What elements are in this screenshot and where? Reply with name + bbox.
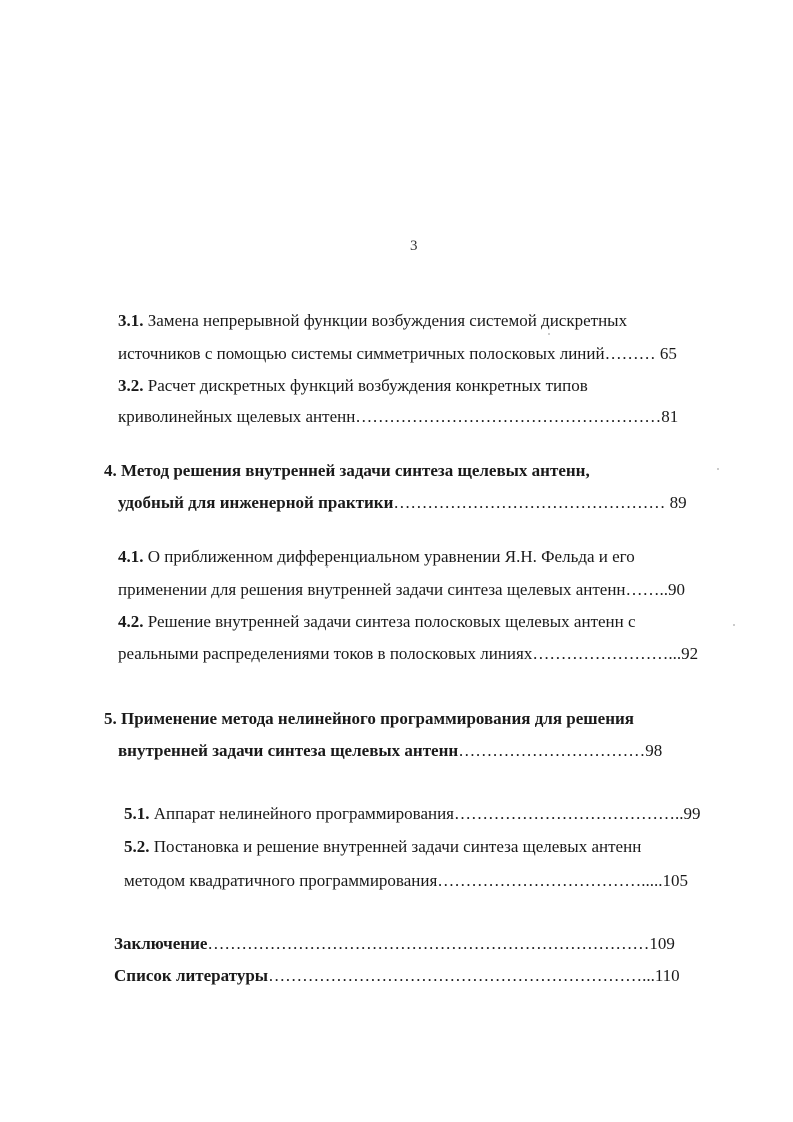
toc-entry-title: Аппарат нелинейного программирования…………………………………..99 <box>149 804 701 823</box>
toc-entry-4-2-line1 <box>118 611 636 633</box>
toc-entry-number: 5.1. <box>124 804 150 823</box>
toc-entry-title: О приближенном дифференциальном уравнении Я.Н. Фельда и его <box>143 547 635 566</box>
toc-entry-number: 3.1. <box>118 311 144 330</box>
scan-speck <box>548 333 550 335</box>
toc-entry-3-1-line1 <box>118 310 627 332</box>
toc-entry-4-2-line2: реальными распределениями токов в полосковых линиях……………………...92 <box>118 644 699 663</box>
toc-entry-number: 4.1. <box>118 547 144 566</box>
toc-chapter-4-line1: 4. Метод решения внутренней задачи синтеза щелевых антенн, <box>104 461 590 480</box>
toc-references-page: …………………………………………………………...110 <box>268 966 680 985</box>
toc-chapter-page: ……………………………98 <box>458 741 663 760</box>
toc-entry-4-1-line2: применении для решения внутренней задачи синтеза щелевых антенн……..90 <box>118 580 686 599</box>
toc-entry-3-2-line2: криволинейных щелевых антенн………………………………………………81 <box>118 407 679 426</box>
toc-chapter-page: ………………………………………… 89 <box>393 493 687 512</box>
toc-entry-title: Постановка и решение внутренней задачи синтеза щелевых антенн <box>149 837 642 856</box>
scan-speck <box>717 468 719 470</box>
toc-entry-title: Расчет дискретных функций возбуждения конкретных типов <box>143 376 588 395</box>
toc-entry-3-1-line2: источников с помощью системы симметричных полосковых линий……… 65 <box>118 344 677 363</box>
toc-conclusion-page: ……………………………………………………………………109 <box>207 934 675 953</box>
toc-entry-number: 3.2. <box>118 376 144 395</box>
toc-entry-5-2-line2: методом квадратичного программирования……………………………….....105 <box>124 871 689 890</box>
toc-references <box>114 965 680 987</box>
toc-chapter-4-line2 <box>118 492 687 514</box>
toc-entry-5-2-line1 <box>124 836 641 858</box>
scan-speck <box>733 624 735 626</box>
toc-entry-number: 4.2. <box>118 612 144 631</box>
toc-conclusion-label: Заключение <box>114 934 208 953</box>
toc-entry-3-2-line1 <box>118 375 588 397</box>
toc-entry-5-1 <box>124 803 701 825</box>
scan-speck <box>326 566 328 568</box>
toc-chapter-5-line2 <box>118 740 662 762</box>
page-number: 3 <box>410 238 418 254</box>
toc-entry-number: 5.2. <box>124 837 150 856</box>
toc-conclusion <box>114 933 675 955</box>
toc-entry-title: Замена непрерывной функции возбуждения системой дискретных <box>143 311 628 330</box>
toc-chapter-title: внутренней задачи синтеза щелевых антенн <box>118 741 459 760</box>
toc-chapter-title: удобный для инженерной практики <box>118 493 394 512</box>
toc-chapter-5-line1: 5. Применение метода нелинейного программирования для решения <box>104 709 634 728</box>
toc-entry-title: Решение внутренней задачи синтеза полосковых щелевых антенн с <box>143 612 636 631</box>
toc-entry-4-1-line1 <box>118 546 635 568</box>
toc-references-label: Список литературы <box>114 966 269 985</box>
